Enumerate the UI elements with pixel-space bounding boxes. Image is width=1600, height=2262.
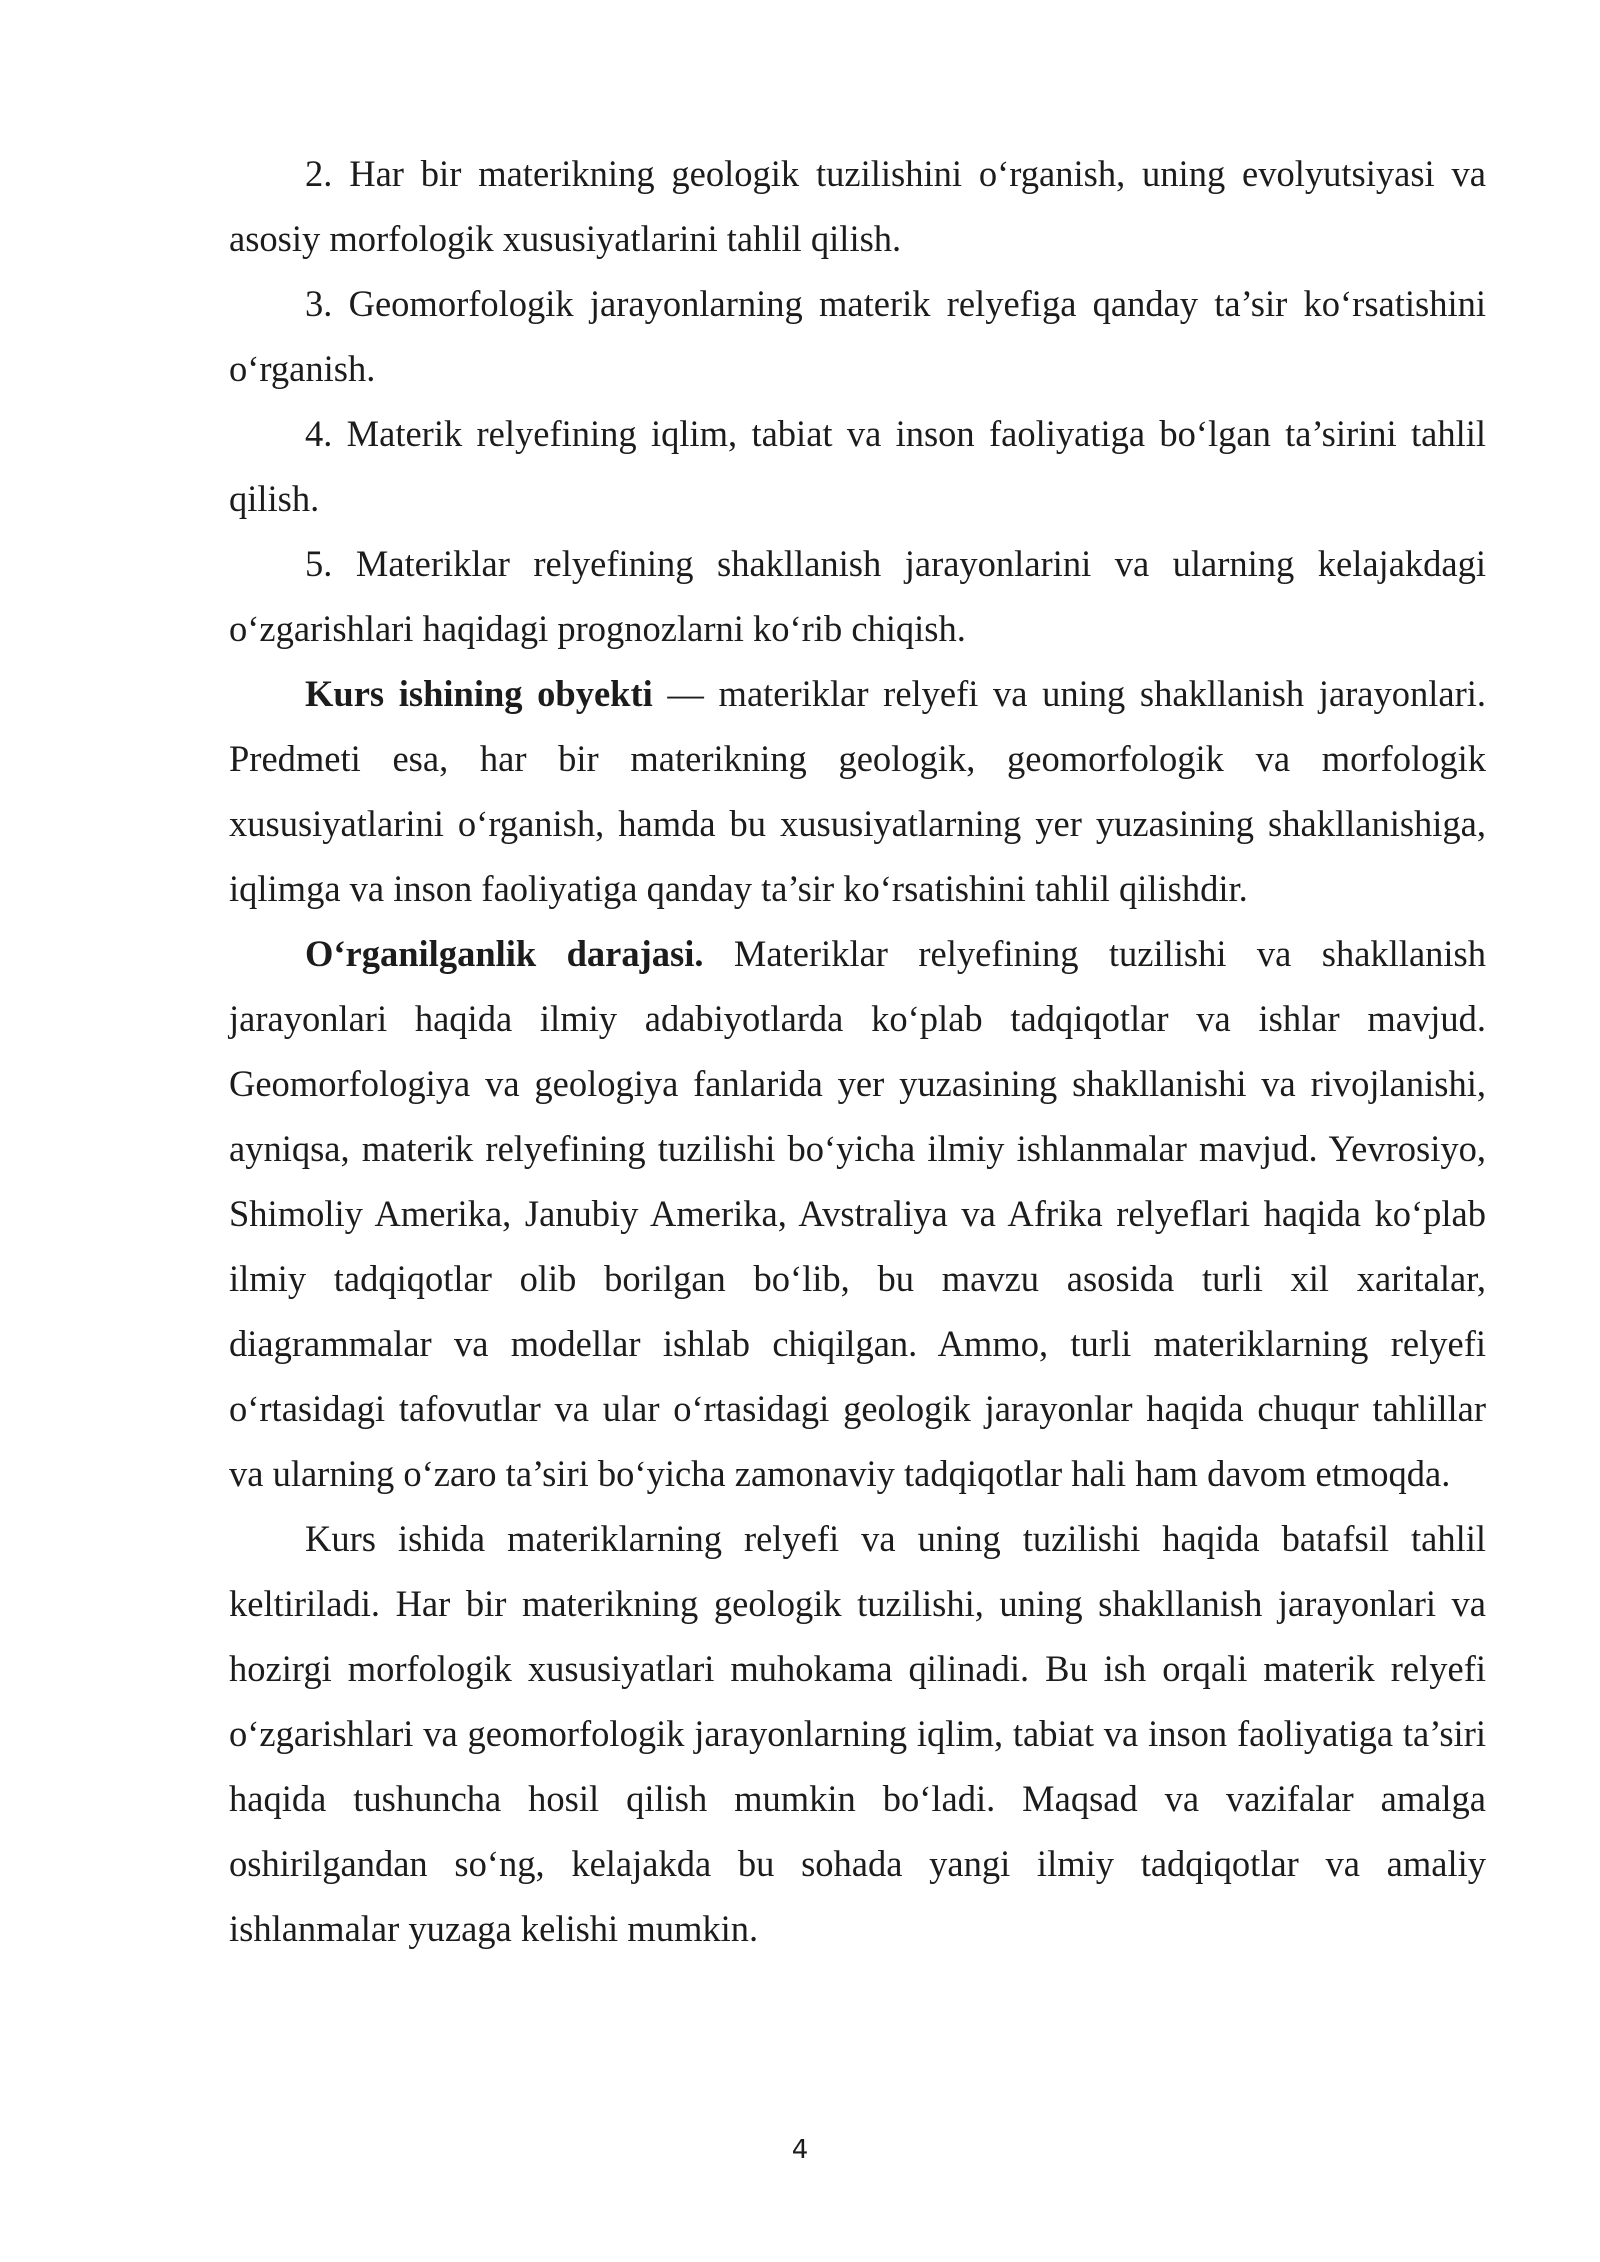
object-text: — materiklar relyefi va uning shakllanish jarayonlari. Predmeti esa, har bir materikning geologik, geomorfologik va morfologik xususiyatlarini o‘rganish, hamda bu xususiyatlarning yer yuzasining shakllanishiga, iqlimga va inson faoliyatiga qanday ta’sir ko‘rsatishini tahlil qilishdir. bbox=[229, 673, 1487, 909]
list-item-4: 4. Materik relyefining iqlim, tabiat va inson faoliyatiga bo‘lgan ta’sirini tahlil qilish. bbox=[229, 413, 1486, 519]
list-item-5: 5. Materiklar relyefining shakllanish jarayonlarini va ularning kelajakdagi o‘zgarishlari haqidagi prognozlarni ko‘rib chiqish. bbox=[229, 543, 1486, 649]
page-number: 4 bbox=[791, 2135, 809, 2165]
study-level-paragraph bbox=[229, 921, 1486, 1506]
object-heading: Kurs ishining obyekti bbox=[305, 673, 653, 714]
study-level-heading: O‘rganilganlik darajasi. bbox=[305, 933, 704, 974]
study-level-text: Materiklar relyefining tuzilishi va shakllanish jarayonlari haqida ilmiy adabiyotlarda ko‘plab tadqiqotlar va ishlar mavjud. Geomorfologiya va geologiya fanlarida yer yuzasining shakllanishi va rivojlanishi, ayniqsa, materik relyefining tuzilishi bo‘yicha ilmiy ishlanmalar mavjud. Yevrosiyo, Shimoliy Amerika, Janubiy Amerika, Avstraliya va Afrika relyeflari haqida ko‘plab ilmiy tadqiqotlar olib borilgan bo‘lib, bu mavzu asosida turli xil xaritalar, diagrammalar va modellar ishlab chiqilgan. Ammo, turli materiklarning relyefi o‘rtasidagi tafovutlar va ular o‘rtasidagi geologik jarayonlar haqida chuqur tahlillar va ularning o‘zaro ta’siri bo‘yicha zamonaviy tadqiqotlar hali ham davom etmoqda. bbox=[229, 933, 1486, 1494]
summary-paragraph: Kurs ishida materiklarning relyefi va uning tuzilishi haqida batafsil tahlil keltiriladi. Har bir materikning geologik tuzilishi, uning shakllanish jarayonlari va hozirgi morfologik xususiyatlari muhokama qilinadi. Bu ish orqali materik relyefi o‘zgarishlari va geomorfologik jarayonlarning iqlim, tabiat va inson faoliyatiga ta’siri haqida tushuncha hosil qilish mumkin bo‘ladi. Maqsad va vazifalar amalga oshirilgandan so‘ng, kelajakda bu sohada yangi ilmiy tadqiqotlar va amaliy ishlanmalar yuzaga kelishi mumkin. bbox=[229, 1518, 1486, 1949]
list-item-2: 2. Har bir materikning geologik tuzilishini o‘rganish, uning evolyutsiyasi va asosiy morfologik xususiyatlarini tahlil qilish. bbox=[229, 153, 1486, 259]
document-page bbox=[229, 141, 1486, 1961]
object-paragraph bbox=[229, 661, 1486, 921]
list-item-3: 3. Geomorfologik jarayonlarning materik relyefiga qanday ta’sir ko‘rsatishini o‘rganish. bbox=[229, 283, 1486, 389]
